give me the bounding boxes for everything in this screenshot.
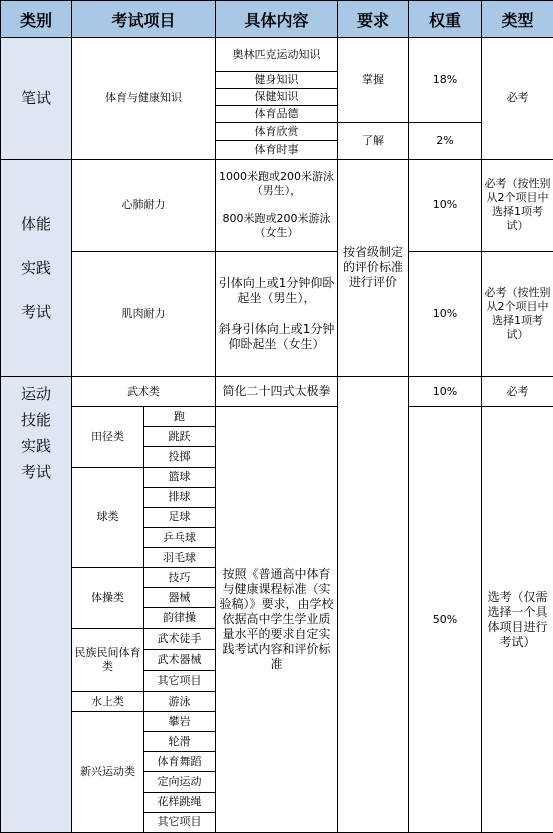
written-content-5: 体育欣赏 [216, 123, 338, 140]
written-content-1: 奥林匹克运动知识 [216, 38, 338, 72]
group-emerging: 新兴运动类 [72, 712, 144, 833]
group-folk-item-2: 武术器械 [144, 649, 216, 670]
group-ball-item-4: 乒乓球 [144, 527, 216, 547]
header-category: 类别 [1, 1, 72, 38]
physical-requirement: 按省级制定的评价标准进行评价 [338, 159, 409, 376]
sports-wushu-type: 必考 [482, 377, 553, 407]
physical-content-muscle-female: 斜身引体向上或1分钟仰卧起坐（女生） [218, 322, 335, 352]
group-track-item-2: 跳跃 [144, 427, 216, 447]
sports-type: 选考（仅需选择一个具体项目进行考试） [482, 407, 553, 833]
group-water-item-1: 游泳 [144, 691, 216, 711]
header-item: 考试项目 [72, 1, 216, 38]
physical-type-muscle: 必考（按性别从2个项目中选择1项考试） [482, 252, 553, 377]
header-content: 具体内容 [216, 1, 338, 38]
category-physical [1, 159, 72, 376]
group-gymnastics-item-2: 器械 [144, 588, 216, 608]
group-emerging-item-6: 其它项目 [144, 812, 216, 832]
header-row [1, 1, 553, 38]
physical-content-cardio-male: 1000米跑或200米游泳（男生）， [219, 170, 335, 198]
header-requirement: 要求 [338, 1, 409, 38]
category-sports-line-3: 实践 [20, 437, 51, 456]
physical-item-muscle: 肌肉耐力 [72, 252, 216, 377]
group-track-item-1: 跑 [144, 407, 216, 427]
group-folk: 民族民间体育类 [72, 628, 144, 691]
written-item: 体育与健康知识 [72, 38, 216, 160]
written-content-4: 体育品德 [216, 106, 338, 123]
written-type: 必考 [482, 38, 553, 160]
group-water: 水上类 [72, 691, 144, 711]
category-sports-line-2: 技能 [20, 411, 51, 430]
written-content-3: 保健知识 [216, 89, 338, 106]
group-emerging-item-3: 体育舞蹈 [144, 752, 216, 772]
group-gymnastics: 体操类 [72, 568, 144, 628]
sports-weight: 50% [409, 407, 482, 833]
header-type: 类型 [482, 1, 553, 38]
written-content-2: 健身知识 [216, 72, 338, 89]
sports-wushu-content: 简化二十四式太极拳 [216, 377, 338, 407]
physical-type-cardio: 必考（按性别从2个项目中选择1项考试） [482, 159, 553, 252]
physical-weight-cardio: 10% [409, 159, 482, 252]
group-emerging-item-2: 轮滑 [144, 732, 216, 752]
category-sports [1, 377, 72, 833]
group-ball-item-5: 羽毛球 [144, 548, 216, 568]
sports-wushu-item: 武术类 [72, 377, 216, 407]
group-ball: 球类 [72, 467, 144, 568]
group-emerging-item-5: 花样跳绳 [144, 792, 216, 812]
header-weight: 权重 [409, 1, 482, 38]
physical-content-cardio-female: 800米跑或200米游泳（女生） [222, 212, 331, 240]
physical-content-muscle-male: 引体向上或1分钟仰卧起坐（男生）， [218, 276, 335, 306]
group-track-item-3: 投掷 [144, 447, 216, 467]
group-folk-item-1: 武术徒手 [144, 628, 216, 649]
sports-wushu-weight: 10% [409, 377, 482, 407]
category-physical-line-2: 实践 [20, 258, 51, 277]
category-sports-line-4: 考试 [20, 463, 51, 482]
written-content-6: 体育时事 [216, 140, 338, 159]
group-ball-item-1: 篮球 [144, 467, 216, 487]
group-emerging-item-1: 攀岩 [144, 712, 216, 732]
group-track: 田径类 [72, 407, 144, 467]
physical-item-cardio: 心肺耐力 [72, 159, 216, 252]
written-weight-understand: 2% [409, 123, 482, 159]
written-req-understand: 了解 [338, 123, 409, 159]
group-folk-item-3: 其它项目 [144, 670, 216, 691]
written-weight-master: 18% [409, 38, 482, 123]
category-physical-line-3: 考试 [20, 302, 51, 321]
physical-weight-muscle: 10% [409, 252, 482, 377]
group-ball-item-2: 排球 [144, 487, 216, 507]
category-physical-line-1: 体能 [20, 214, 51, 233]
category-sports-line-1: 运动 [20, 385, 51, 404]
sports-content: 按照《普通高中体育与健康课程标准（实验稿）》要求，由学校依据高中学生学业质量水平的要求自定实践考试内容和评价标准 [216, 407, 338, 833]
written-req-master: 掌握 [338, 38, 409, 123]
group-gymnastics-item-3: 韵律操 [144, 608, 216, 628]
physical-content-cardio [216, 159, 338, 252]
sports-requirement-empty [338, 377, 409, 833]
group-emerging-item-4: 定向运动 [144, 772, 216, 792]
category-written: 笔试 [1, 38, 72, 160]
physical-content-muscle [216, 252, 338, 377]
group-gymnastics-item-1: 技巧 [144, 568, 216, 588]
group-ball-item-3: 足球 [144, 507, 216, 527]
